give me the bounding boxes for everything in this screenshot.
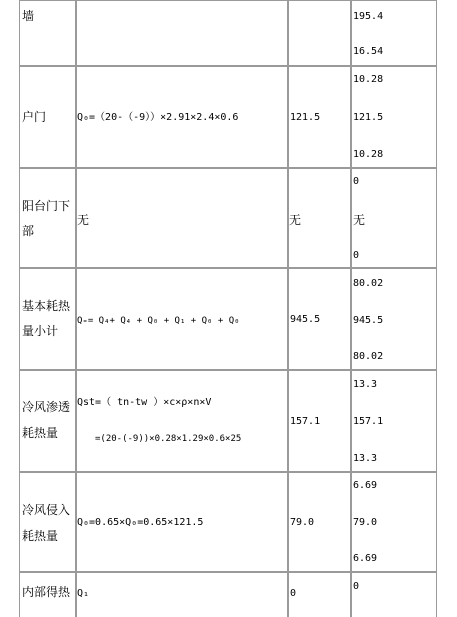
table-row	[17, 168, 437, 268]
note-value: 80.02	[353, 351, 384, 362]
note-value: 6.69	[353, 480, 378, 491]
notes-cell	[351, 572, 437, 617]
notes-cell	[351, 370, 437, 472]
row-label-line1: 冷风渗透	[22, 400, 71, 414]
formula-cell	[76, 370, 288, 472]
formula-text-line1: Qst=（ tn-tw ）×c×ρ×n×V	[77, 397, 212, 408]
note-value: 10.28	[353, 149, 384, 160]
row-label-line2: 耗热量	[22, 426, 59, 440]
notes-cell	[351, 268, 437, 370]
formula-text: Q₀=0.65×Q₀=0.65×121.5	[77, 517, 204, 528]
value-cell	[288, 0, 351, 66]
notes-cell	[351, 472, 437, 572]
row-label: 户门	[22, 110, 47, 124]
note-value: 16.54	[353, 46, 384, 57]
row-label-line1: 冷风侵入	[22, 503, 71, 517]
table-row	[17, 268, 437, 370]
value-text: 无	[289, 213, 302, 227]
row-label-line1: 阳台门下	[22, 199, 71, 213]
table-row	[17, 472, 437, 572]
row-label-cell	[19, 168, 76, 268]
note-value: 13.3	[353, 379, 378, 390]
note-value: 13.3	[353, 453, 378, 464]
row-label: 内部得热	[22, 585, 71, 599]
value-cell	[288, 168, 351, 268]
formula-cell	[76, 268, 288, 370]
value-cell	[288, 370, 351, 472]
note-value: 0	[353, 581, 360, 592]
notes-cell	[351, 0, 437, 66]
note-value: 10.28	[353, 74, 384, 85]
note-value: 80.02	[353, 278, 384, 289]
row-label-cell	[19, 370, 76, 472]
table-row	[17, 0, 437, 66]
row-label: 墙	[22, 9, 35, 23]
row-label-line2: 量小计	[22, 324, 59, 338]
note-value: 945.5	[353, 315, 384, 326]
value-text: 945.5	[290, 314, 321, 325]
row-label-cell	[19, 572, 76, 617]
formula-cell	[76, 66, 288, 168]
value-text: 121.5	[290, 112, 321, 123]
formula-cell	[76, 472, 288, 572]
value-cell	[288, 268, 351, 370]
heat-load-table	[17, 0, 437, 617]
note-value: 195.4	[353, 11, 384, 22]
formula-cell	[76, 572, 288, 617]
formula-text: Q₀=（20-（-9））×2.91×2.4×0.6	[77, 112, 239, 123]
formula-cell	[76, 168, 288, 268]
value-text: 0	[290, 588, 297, 599]
row-label-line2: 部	[22, 224, 35, 238]
table-row	[17, 572, 437, 617]
formula-text: 无	[77, 213, 90, 227]
value-cell	[288, 66, 351, 168]
row-label-cell	[19, 0, 76, 66]
row-label-line1: 基本耗热	[22, 299, 71, 313]
formula-cell	[76, 0, 288, 66]
value-text: 157.1	[290, 416, 321, 427]
note-value: 6.69	[353, 553, 378, 564]
value-text: 79.0	[290, 517, 315, 528]
notes-cell	[351, 66, 437, 168]
value-cell	[288, 472, 351, 572]
formula-text-line2: =(20-(-9))×0.28×1.29×0.6×25	[95, 434, 242, 444]
note-value: 157.1	[353, 416, 384, 427]
value-cell	[288, 572, 351, 617]
note-value: 无	[353, 213, 366, 227]
row-label-cell	[19, 472, 76, 572]
formula-text: Q₌= Q₄+ Q₄ + Q₀ + Q₁ + Q₀ + Q₀	[77, 316, 240, 326]
note-value: 79.0	[353, 517, 378, 528]
note-value: 0	[353, 176, 360, 187]
row-label-line2: 耗热量	[22, 529, 59, 543]
row-label-cell	[19, 268, 76, 370]
row-label-cell	[19, 66, 76, 168]
notes-cell	[351, 168, 437, 268]
note-value: 0	[353, 250, 360, 261]
table-row	[17, 66, 437, 168]
formula-text: Q₁	[77, 588, 90, 599]
note-value: 121.5	[353, 112, 384, 123]
table-row	[17, 370, 437, 472]
